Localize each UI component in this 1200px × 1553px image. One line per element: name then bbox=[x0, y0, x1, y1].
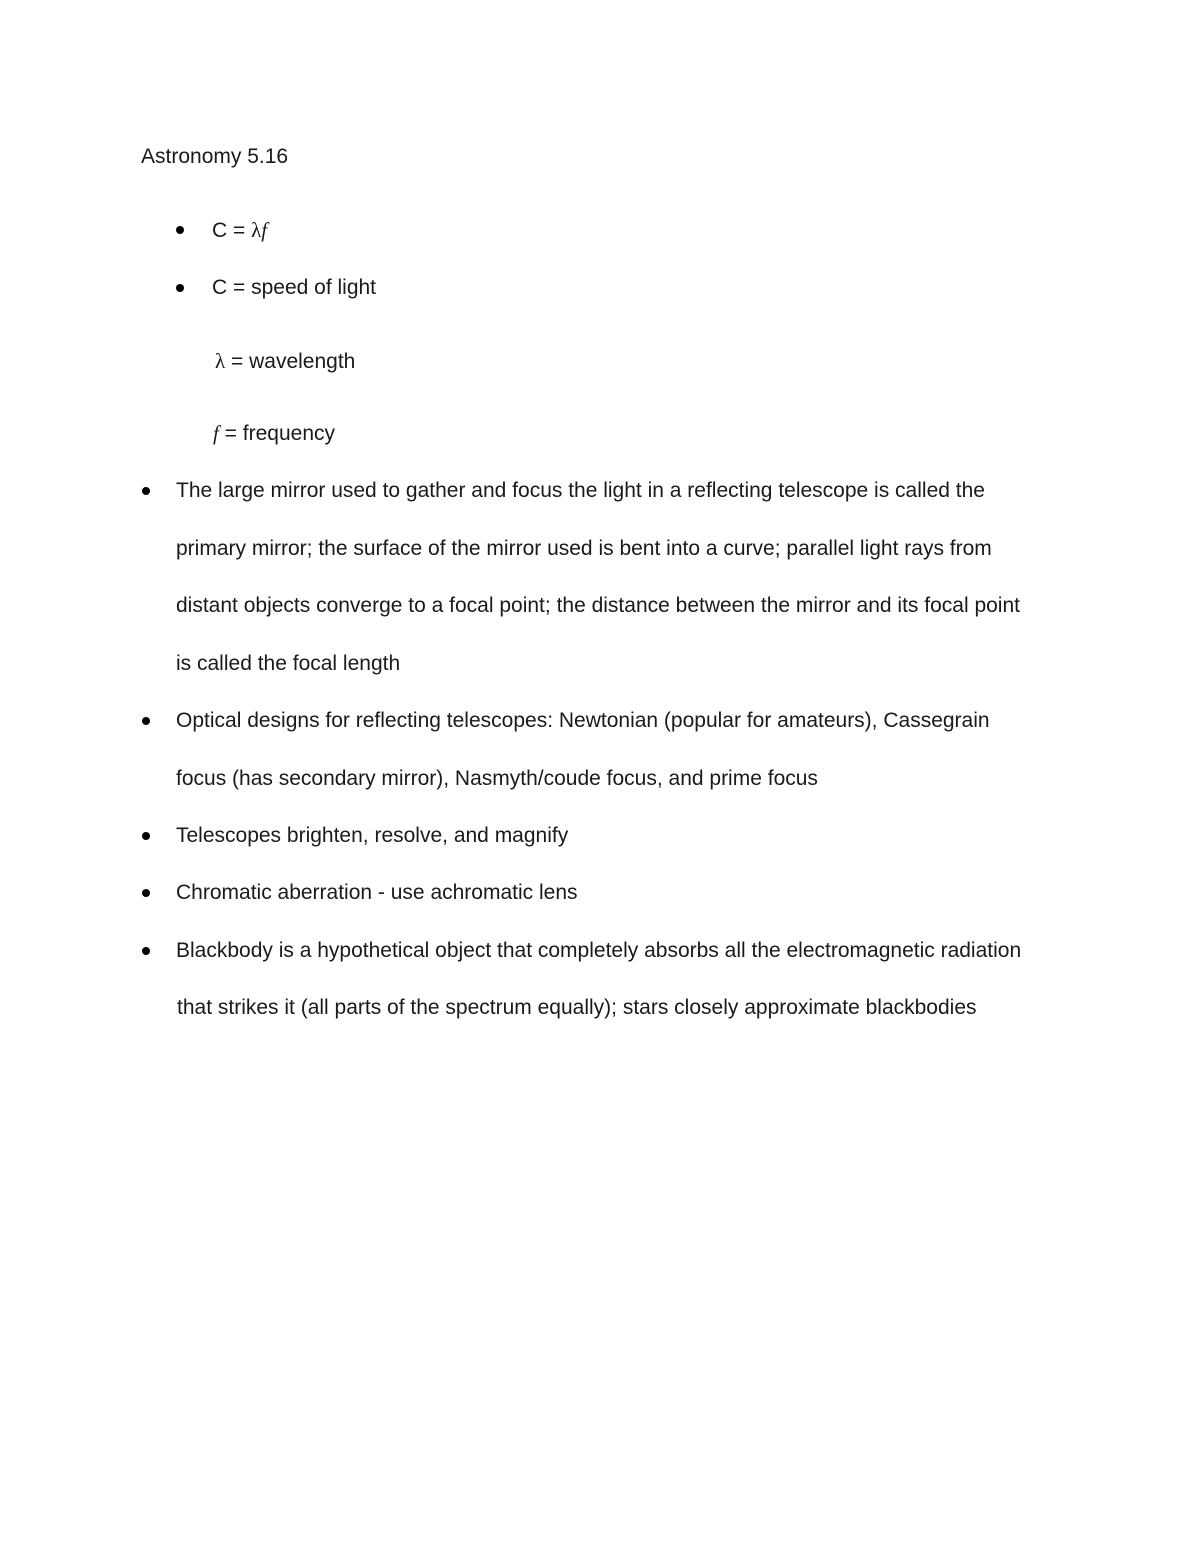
formula-prefix: C = bbox=[212, 219, 252, 242]
definition-frequency bbox=[213, 419, 335, 448]
bullet-icon bbox=[142, 487, 150, 495]
bullet-text-line: is called the focal length bbox=[176, 652, 401, 675]
bullet-icon bbox=[142, 947, 150, 955]
bullet-text-line: that strikes it (all parts of the spectrum equally); stars closely approximate blackbodies bbox=[177, 996, 977, 1019]
definition-speed-of-light: C = speed of light bbox=[212, 276, 377, 299]
lambda-symbol: λ bbox=[215, 349, 226, 373]
frequency-symbol: f bbox=[213, 421, 219, 445]
frequency-symbol: f bbox=[261, 218, 268, 242]
bullet-icon bbox=[142, 717, 150, 725]
bullet-text-line: Optical designs for reflecting telescopes: Newtonian (popular for amateurs), Cassegrain bbox=[176, 709, 990, 732]
definition-wavelength bbox=[215, 347, 355, 376]
bullet-text-line: Telescopes brighten, resolve, and magnify bbox=[176, 824, 569, 847]
definition-text: = wavelength bbox=[225, 350, 356, 373]
document-title: Astronomy 5.16 bbox=[141, 145, 289, 168]
bullet-icon bbox=[142, 832, 150, 840]
bullet-text-line: focus (has secondary mirror), Nasmyth/coude focus, and prime focus bbox=[176, 767, 818, 790]
bullet-icon bbox=[142, 889, 150, 897]
bullet-text-line: Blackbody is a hypothetical object that completely absorbs all the electromagnetic radiation bbox=[176, 939, 1022, 962]
lambda-symbol: λ bbox=[251, 218, 262, 242]
bullet-text-line: Chromatic aberration - use achromatic lens bbox=[176, 881, 578, 904]
bullet-text-line: The large mirror used to gather and focus the light in a reflecting telescope is called the bbox=[176, 479, 985, 502]
bullet-icon bbox=[176, 284, 184, 292]
bullet-text-line: distant objects converge to a focal point; the distance between the mirror and its focal point bbox=[176, 594, 1020, 617]
definition-text: = frequency bbox=[218, 422, 335, 445]
bullet-text-line: primary mirror; the surface of the mirror used is bent into a curve; parallel light rays from bbox=[176, 537, 992, 560]
bullet-icon bbox=[176, 226, 184, 234]
formula-line bbox=[212, 216, 267, 245]
